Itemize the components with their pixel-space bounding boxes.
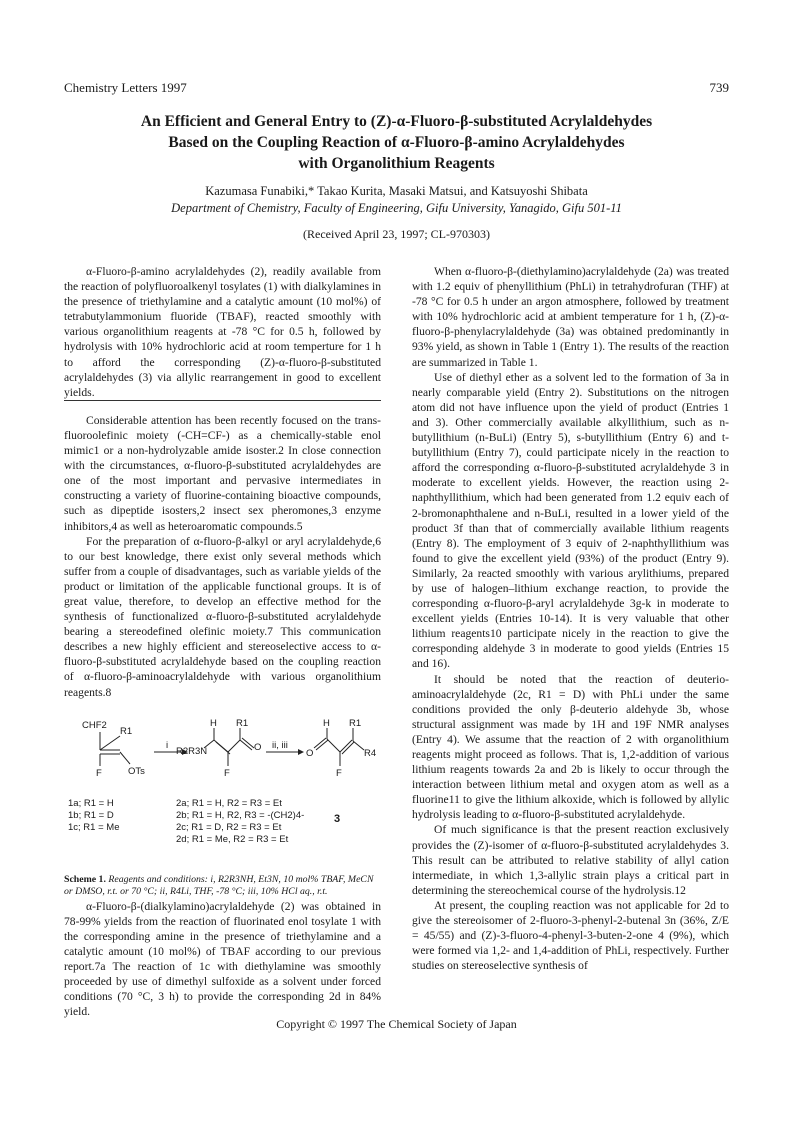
title-line-1: An Efficient and General Entry to (Z)-α-Fluoro-β-substituted Acrylaldehydes — [140, 113, 653, 130]
arrow-2-label: ii, iii — [272, 739, 288, 751]
reaction-scheme — [64, 710, 381, 870]
paragraph-intro: Considerable attention has been recently focused on the trans-fluoroolefinic moiety (-CH=CF-) as a chemically-stable enol mimic1 or a non-hydrolyzable amide isoster.2 In close connection with the circumstances, α-fluoro-β-substituted acrylaldehydes are one of the most important and pervasive intermediates in constructing a variety of fluorine-containing bioactive compounds, such as dipeptide isosters,2 insect sex pheromones,3 enzyme inhibitors,4 as well as heteroaromatic compounds.5 — [64, 413, 381, 533]
scheme-caption — [64, 874, 381, 899]
compound-3: 3 — [334, 812, 341, 825]
title-line-3: with Organolithium Reagents — [298, 155, 495, 172]
compound-1b: 1b; R1 = D — [68, 809, 114, 821]
paragraph-stereoselectivity: Of much significance is that the present reaction exclusively provides the (Z)-isomer of α-fluoro-β-substituted acrylaldehydes 3. This result can be attributed to relative stability of allyl cation intermediate, in which 1,3-allylic strain plays a critical part in determining the stereochemical course of the hydrolysis.12 — [412, 823, 729, 897]
product-r1-label: R1 — [349, 717, 362, 729]
intermediate-r1-label: R1 — [236, 717, 249, 729]
page-number: 739 — [709, 80, 729, 95]
received-date: (Received April 23, 1997; CL-970303) — [303, 227, 490, 241]
journal-header: Chemistry Letters 1997 — [64, 80, 187, 95]
compound-2c: 2c; R1 = D, R2 = R3 = Et — [176, 821, 282, 833]
product-f-label: F — [336, 767, 342, 779]
reactant-r1-label: R1 — [120, 725, 133, 737]
copyright-footer: Copyright © 1997 The Chemical Society of Japan — [276, 1017, 517, 1031]
product-r4-label: R4 — [364, 747, 377, 759]
product-o-label: O — [306, 747, 314, 759]
paragraph-synthesis: α-Fluoro-β-(dialkylamino)acrylaldehyde (2) was obtained in 78-99% yields from the reaction of fluorinated enol tosylate 1 with the corresponding amine in the presence of triethylamine and a catalytic amount (10 mol%) of TBAF according to our previous report.7a The reaction of 1c with diethylamine was smoothly proceeded by use of dimethyl sulfoxide as a solvent under forced conditions (70 °C, 3 h) to provide the corresponding 2d in 84% yield. — [64, 899, 381, 1019]
reactant-chf2-label: CHF2 — [82, 719, 107, 731]
left-column — [64, 264, 381, 1019]
intermediate-h-label: H — [210, 717, 217, 729]
compound-2b: 2b; R1 = H, R2, R3 = -(CH2)4- — [176, 809, 305, 821]
compound-1a: 1a; R1 = H — [68, 797, 114, 809]
affiliation: Department of Chemistry, Faculty of Engineering, Gifu University, Yanagido, Gifu 501-11 — [171, 201, 622, 215]
compound-1c: 1c; R1 = Me — [68, 821, 120, 833]
paragraph-limitations: At present, the coupling reaction was not applicable for 2d to give the stereoisomer of 2-fluoro-3-phenyl-2-butenal 3n (36%, Z/E = 45/55) and (Z)-3-fluoro-4-phenyl-3-buten-2-one 4 (9%), which were formed via 1,2- and 1,4-addition of PhLi, respectively. Further studies on stereoselective synthesis of — [412, 898, 729, 973]
intermediate-o-label: O — [254, 741, 262, 753]
paragraph-solvent-effects: Use of diethyl ether as a solvent led to the formation of 3a in nearly comparable yield (Entry 2). Substitutions on the nitrogen atom did not have influence upon the yield of product (Entries 1 and 3). Other commercially available alkyllithium, such as n-butyllithium (n-BuLi) (Entry 5), s-butyllithium (Entry 6) and t-butyllithium (Entry 7), could participate nicely in the reaction to afford the corresponding α-fluoro-β-substituted acrylaldehyde 3 in moderate to excellent yields. However, the reaction using 2-naphthyllithium, which had been generated from 1.2 equiv each of 2-bromonaphthalene and n-BuLi, resulted in a lower yield of the product 3f than that of commercially available lithium reagents (Entry 8). The employment of 3 equiv of 2-naphthyllithium was found to give the excellent yield (93%) of the product (Entry 9). Similarly, 2a reacted smoothly with various arylithiums, prepared by use of halogen–lithium exchange reaction, to provide the corresponding α-fluoro-β-aryl acrylaldehyde 3g-k in moderate to excellent yields (Entries 10-14). It is very valuable that other lithium reagents10 participate nicely in the reaction to give the corresponding aldehyde 3 in moderate to good yields (Entries 15 and 16). — [412, 370, 729, 671]
product-h-label: H — [323, 717, 330, 729]
reactant-f-label: F — [96, 767, 102, 779]
paragraph-phenyllithium: When α-fluoro-β-(diethylamino)acrylaldehyde (2a) was treated with 1.2 equiv of phenyllithium (PhLi) in tetrahydrofuran (THF) at -78 °C for 0.5 h under an argon atmosphere, followed by treatment with 10% hydrochloric acid at ambient temperature for 1 h, (Z)-α-fluoro-β-phenylacrylaldehyde (3a) was obtained predominantly in 93% yield, as shown in Table 1 (Entry 1). The results of the reaction are summarized in Table 1. — [412, 265, 729, 369]
paragraph-mechanism: It should be noted that the reaction of deuterio-aminoacrylaldehyde (2c, R1 = D) with PhLi under the same conditions provided the only β-deuterio aldehyde 3b, whose structural assignment was made by 1H and 19F NMR analyses (Entry 4). We assume that the reaction of 2 with organolithium reagents might proceed as follows. That is, 1,2-addition of various lithium reagents towards 2a and 2b is likely to occur through the interaction between lithium metal and oxygen atom as well as a fluorine11 to give the lithium alkoxide, which is followed by allylic hydrolysis leading to α-fluoro-β-substituted acrylaldehyde. — [412, 672, 729, 822]
arrow-1-label: i — [166, 739, 169, 751]
abstract-divider — [64, 400, 381, 401]
reactant-ots-label: OTs — [128, 765, 145, 777]
caption-title: Scheme 1. — [64, 873, 106, 885]
caption-text: Reagents and conditions: i, R2R3NH, Et3N, 10 mol% TBAF, MeCN or DMSO, r.t. or 70 °C; ii, R4Li, THF, -78 °C; iii, 10% HCl aq., r.t. — [64, 873, 374, 898]
compound-2a: 2a; R1 = H, R2 = R3 = Et — [176, 797, 282, 809]
right-column — [412, 264, 729, 973]
paragraph-preparation: For the preparation of α-fluoro-β-alkyl or aryl acrylaldehyde,6 to our best knowledge, there exist only several methods which suffer from a couple of disadvantages, such as variable yields of the product or limitation of the applicable functional groups. It is of great value, therefore, to develop an effective method for the synthesis of functionalized α-fluoro-β-substituted acrylaldehyde bearing a stereodefined olefinic moiety.7 This communication describes a new highly efficient and stereoselective access to α-fluoro-β-substituted acrylaldehyde based on the coupling reaction of α-fluoro-β-aminoacrylaldehyde with various organolithium reagents.8 — [64, 534, 381, 699]
abstract: α-Fluoro-β-amino acrylaldehydes (2), readily available from the reaction of polyfluoroalkenyl tosylates (1) with dialkylamines in the presence of triethylamine and a catalytic amount (10 mol%) of tetrabutylammonium fluoride (TBAF), reacted smoothly with various organolithium reagents at -78 °C for 0.5 h, followed by hydrolysis with 10% hydrochloric acid at room temperture for 1 h to afford the corresponding (Z)-α-fluoro-β-substituted acrylaldehydes (3) via allylic rearrangement in good to excellent yields. — [64, 265, 381, 399]
authors: Kazumasa Funabiki,* Takao Kurita, Masaki Matsui, and Katsuyoshi Shibata — [205, 184, 588, 198]
intermediate-amine-label: R2R3N — [176, 745, 208, 757]
intermediate-f-label: F — [224, 767, 230, 779]
article-title — [60, 111, 733, 174]
compound-2d: 2d; R1 = Me, R2 = R3 = Et — [176, 833, 289, 845]
title-line-2: Based on the Coupling Reaction of α-Fluoro-β-amino Acrylaldehydes — [168, 134, 625, 151]
